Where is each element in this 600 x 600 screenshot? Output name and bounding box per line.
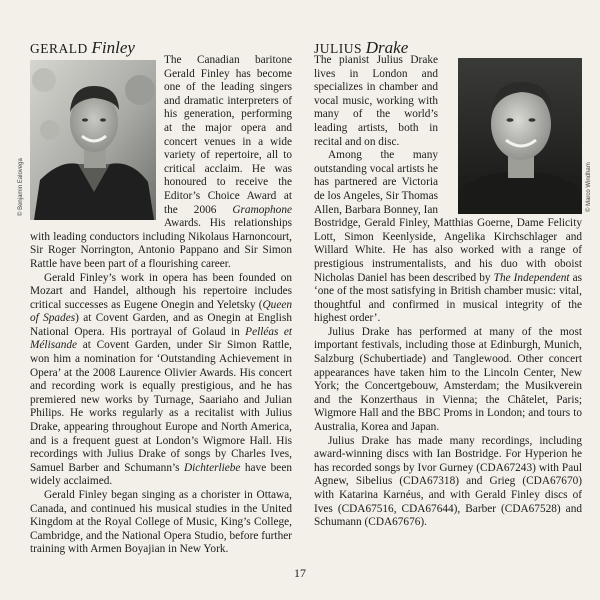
drake-last-name: Drake bbox=[365, 38, 409, 57]
finley-last-name: Finley bbox=[91, 38, 135, 57]
drake-first-name: JULIUS bbox=[314, 41, 363, 56]
drake-paragraph-2: Among the many outstanding vocal artists he has partnered are Victoria de los Angeles, Sir Thomas Allen, Barbara Bonney, Ian Bostridge, Gerald Finley, Matthias Goerne, Dame Felicity Lott, Simon Keenlyside, Angelika Kirchschlager and Willard White. He has also worked with a range of prestigious instrumentalists, and his duo with oboist Nicholas Daniel has been described by The Independent as ‘one of the most satisfying in British chamber music: vital, thoughtful and confirmed in musical integrity of the highest order’. bbox=[314, 149, 582, 325]
finley-first-name: GERALD bbox=[30, 41, 88, 56]
finley-photo-credit: © Benjamin Ealovega bbox=[18, 158, 24, 216]
finley-paragraph-2: Gerald Finley’s work in opera has been founded on Mozart and Handel, although his repertoire includes critical successes as Eugene Onegin and Yeletsky (Queen of Spades) at Covent Garden, and as Onegin at English National Opera. His portrayal of Golaud in Pelléas et Mélisande at Covent Garden, under Sir Simon Rattle, won him a nomination for ‘Outstanding Achievement in Opera’ at the 2008 Laurence Olivier Awards. His concert and recording work is equally prestigious, and he has premiered new works by Turnage, Saariaho and Julian Philips. He works regularly as a recitalist with Julius Drake, appearing throughout Europe and North America, and is a frequent guest at London’s Wigmore Hall. His recordings with Julius Drake of songs by Charles Ives, Samuel Barber and Schumann’s Dichterliebe have been widely acclaimed. bbox=[30, 271, 292, 488]
finley-paragraph-1: The Canadian baritone Gerald Finley has become one of the leading singers and dramatic interpreters of his generation, performing at the major opera and concert venues in a wide variety of repertoire, all to critical acclaim. He was honoured to receive the Editor’s Choice Award at the 2006 Gramophone Awards. His relationships with leading conductors including Nikolaus Harnoncourt, Sir Roger Norrington, Antonio Pappano and Sir Simon Rattle have been part of a flourishing career. bbox=[30, 54, 292, 270]
drake-bio bbox=[314, 54, 582, 530]
finley-bio bbox=[30, 54, 292, 557]
page-number: 17 bbox=[294, 566, 306, 580]
drake-paragraph-1: The pianist Julius Drake lives in London and specializes in chamber and vocal music, working with many of the world’s leading artists, both in recital and on disc. bbox=[314, 54, 438, 148]
finley-paragraph-3: Gerald Finley began singing as a chorister in Ottawa, Canada, and continued his musical studies in the United Kingdom at the Royal College of Music, King’s College, Cambridge, and the National Opera Studio, before further training with Armen Boyajian in New York. bbox=[30, 489, 292, 556]
drake-paragraph-4: Julius Drake has made many recordings, including award-winning discs with Ian Bostridge. For Hyperion he has recorded songs by Ivor Gurney (CDA67243) with Paul Agnew, Sibelius (CDA67318) and Grieg (CDA67670) with Katarina Karnéus, and with Gerald Finley discs of Ives (CDA67516, CDA67644), Barber (CDA67528) and Schumann (CDA67676). bbox=[314, 434, 582, 529]
drake-paragraph-3: Julius Drake has performed at many of the most important festivals, including those at Edinburgh, Munich, Salzburg (Schubertiade) and Tanglewood. Other concert appearances have taken him to the Lincoln Center, New York; the Concertgebouw, Amsterdam; the Musikverein and the Konzerthaus in Vienna; the Châtelet, Paris; Wigmore Hall and the BBC Proms in London; and tours to Australia, Korea and Japan. bbox=[314, 325, 582, 434]
drake-photo-credit: © Marco Windham bbox=[586, 162, 592, 212]
